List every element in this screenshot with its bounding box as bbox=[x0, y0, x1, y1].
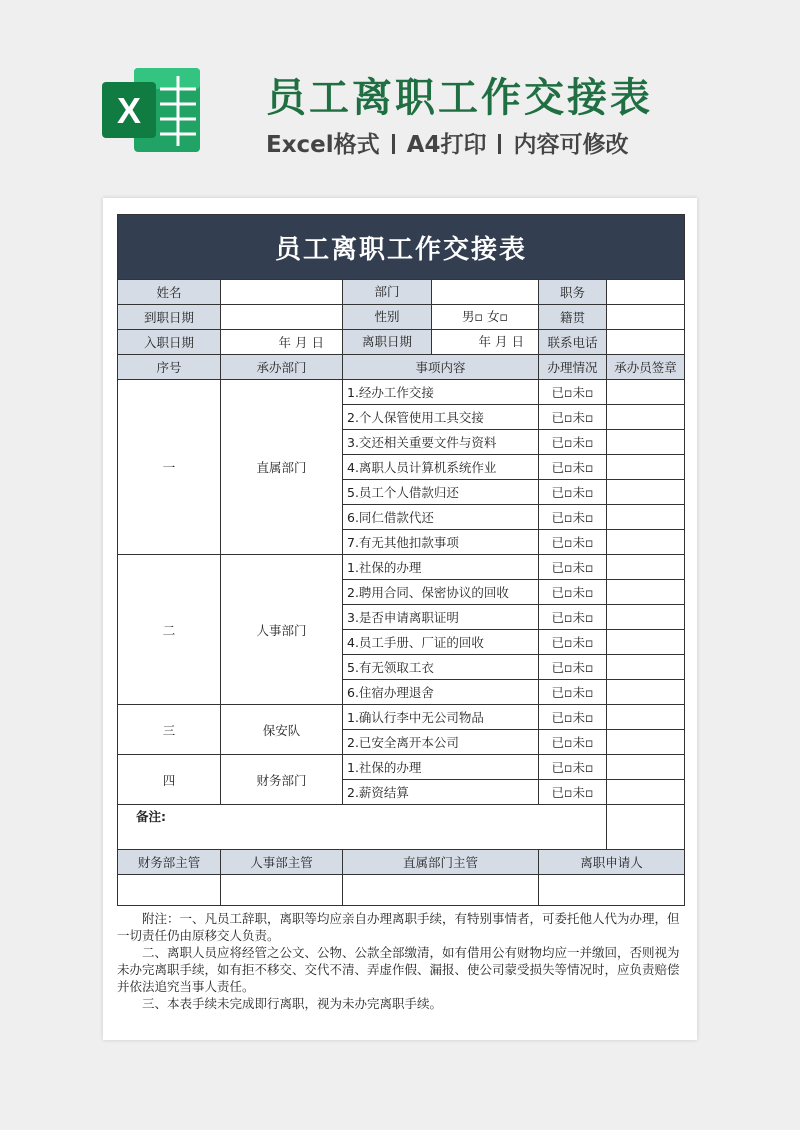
group-department: 保安队 bbox=[221, 705, 343, 755]
notes-label[interactable]: 备注: bbox=[118, 805, 607, 850]
task-item: 2.已安全离开本公司 bbox=[343, 730, 539, 755]
signature-cell[interactable] bbox=[607, 655, 685, 680]
signature-field[interactable] bbox=[118, 875, 221, 906]
column-header: 事项内容 bbox=[343, 355, 539, 380]
status-checkbox[interactable]: 已▫未▫ bbox=[539, 680, 607, 705]
footnote-3: 三、本表手续未完成即行离职，视为未办完离职手续。 bbox=[142, 996, 443, 1011]
task-item: 6.同仁借款代还 bbox=[343, 505, 539, 530]
table-row bbox=[118, 755, 685, 780]
cell-gender bbox=[343, 305, 539, 330]
label-hire-date: 到职日期 bbox=[118, 305, 221, 330]
field-position[interactable] bbox=[607, 280, 685, 305]
field-gender[interactable]: 男▫ 女▫ bbox=[462, 309, 508, 324]
signature-cell[interactable] bbox=[607, 630, 685, 655]
signature-cell[interactable] bbox=[607, 480, 685, 505]
task-item: 1.经办工作交接 bbox=[343, 380, 539, 405]
status-checkbox[interactable]: 已▫未▫ bbox=[539, 605, 607, 630]
task-item: 2.聘用合同、保密协议的回收 bbox=[343, 580, 539, 605]
signature-cell[interactable] bbox=[607, 430, 685, 455]
table-row bbox=[118, 555, 685, 580]
task-item: 2.薪资结算 bbox=[343, 780, 539, 805]
status-checkbox[interactable]: 已▫未▫ bbox=[539, 555, 607, 580]
form-title: 员工离职工作交接表 bbox=[118, 215, 685, 280]
field-dept[interactable] bbox=[432, 280, 538, 304]
task-item: 7.有无其他扣款事项 bbox=[343, 530, 539, 555]
signature-cell[interactable] bbox=[607, 680, 685, 705]
subtitle-divider bbox=[498, 134, 501, 154]
signature-label: 财务部主管 bbox=[118, 850, 221, 875]
group-number: 一 bbox=[118, 380, 221, 555]
task-item: 2.个人保管使用工具交接 bbox=[343, 405, 539, 430]
field-native-place[interactable] bbox=[607, 305, 685, 330]
signature-label: 人事部主管 bbox=[221, 850, 343, 875]
task-item: 6.住宿办理退舍 bbox=[343, 680, 539, 705]
table-row bbox=[118, 380, 685, 405]
status-checkbox[interactable]: 已▫未▫ bbox=[539, 480, 607, 505]
label-native-place: 籍贯 bbox=[539, 305, 607, 330]
task-item: 1.确认行李中无公司物品 bbox=[343, 705, 539, 730]
label-name: 姓名 bbox=[118, 280, 221, 305]
signature-cell[interactable] bbox=[607, 380, 685, 405]
status-checkbox[interactable]: 已▫未▫ bbox=[539, 430, 607, 455]
group-department: 人事部门 bbox=[221, 555, 343, 705]
status-checkbox[interactable]: 已▫未▫ bbox=[539, 405, 607, 430]
signature-cell[interactable] bbox=[607, 755, 685, 780]
page-title: 员工离职工作交接表 bbox=[266, 75, 653, 121]
field-leave-date[interactable]: 年 月 日 bbox=[478, 334, 524, 349]
signature-cell[interactable] bbox=[607, 705, 685, 730]
task-item: 5.员工个人借款归还 bbox=[343, 480, 539, 505]
label-position: 职务 bbox=[539, 280, 607, 305]
cell-leave-date bbox=[343, 330, 539, 355]
task-item: 3.是否申请离职证明 bbox=[343, 605, 539, 630]
signature-cell[interactable] bbox=[607, 405, 685, 430]
signature-field[interactable] bbox=[221, 875, 343, 906]
group-department: 直属部门 bbox=[221, 380, 343, 555]
column-header: 承办部门 bbox=[221, 355, 343, 380]
label-join-date: 入职日期 bbox=[118, 330, 221, 355]
signature-cell[interactable] bbox=[607, 780, 685, 805]
status-checkbox[interactable]: 已▫未▫ bbox=[539, 630, 607, 655]
field-hire-date[interactable] bbox=[221, 305, 343, 330]
footnote-1: 附注：一、凡员工辞职，离职等均应亲自办理离职手续，有特别事情者，可委托他人代为办理，但一切责任仍由原移交人负责。 bbox=[117, 911, 680, 943]
group-department: 财务部门 bbox=[221, 755, 343, 805]
logo-letter: X bbox=[116, 90, 142, 131]
signature-field[interactable] bbox=[539, 875, 685, 906]
handover-form-table bbox=[117, 214, 685, 906]
status-checkbox[interactable]: 已▫未▫ bbox=[539, 505, 607, 530]
signature-cell[interactable] bbox=[607, 730, 685, 755]
page-subtitle bbox=[266, 126, 628, 159]
signature-cell[interactable] bbox=[607, 605, 685, 630]
signature-cell[interactable] bbox=[607, 505, 685, 530]
subtitle-editable: 内容可修改 bbox=[513, 132, 629, 158]
excel-logo-icon bbox=[100, 62, 204, 158]
footnote-2: 二、离职人员应将经管之公文、公物、公款全部缴清，如有借用公有财物均应一并缴回，否则视为未办完离职手续，如有拒不移交、交代不清、弄虚作假、漏报、使公司蒙受损失等情况时，应负责赔偿并依法追究当事人责任。 bbox=[117, 945, 680, 994]
subtitle-print: A4打印 bbox=[406, 132, 487, 158]
signature-field[interactable] bbox=[343, 875, 539, 906]
page-header bbox=[0, 0, 800, 190]
label-phone: 联系电话 bbox=[539, 330, 607, 355]
cell-dept bbox=[343, 280, 539, 305]
field-phone[interactable] bbox=[607, 330, 685, 355]
column-header: 承办员签章 bbox=[607, 355, 685, 380]
footnotes bbox=[117, 910, 684, 1012]
signature-cell[interactable] bbox=[607, 555, 685, 580]
status-checkbox[interactable]: 已▫未▫ bbox=[539, 655, 607, 680]
subtitle-divider bbox=[392, 134, 395, 154]
label-dept: 部门 bbox=[343, 280, 432, 304]
group-number: 二 bbox=[118, 555, 221, 705]
task-item: 3.交还相关重要文件与资料 bbox=[343, 430, 539, 455]
signature-cell[interactable] bbox=[607, 455, 685, 480]
status-checkbox[interactable]: 已▫未▫ bbox=[539, 455, 607, 480]
task-item: 1.社保的办理 bbox=[343, 755, 539, 780]
label-leave-date: 离职日期 bbox=[343, 330, 432, 354]
column-header: 序号 bbox=[118, 355, 221, 380]
status-checkbox[interactable]: 已▫未▫ bbox=[539, 730, 607, 755]
table-row bbox=[118, 705, 685, 730]
group-number: 三 bbox=[118, 705, 221, 755]
status-checkbox[interactable]: 已▫未▫ bbox=[539, 755, 607, 780]
group-number: 四 bbox=[118, 755, 221, 805]
column-header: 办理情况 bbox=[539, 355, 607, 380]
status-checkbox[interactable]: 已▫未▫ bbox=[539, 780, 607, 805]
form-sheet bbox=[103, 198, 697, 1040]
task-item: 5.有无领取工衣 bbox=[343, 655, 539, 680]
signature-label: 离职申请人 bbox=[539, 850, 685, 875]
task-item: 4.员工手册、厂证的回收 bbox=[343, 630, 539, 655]
signature-label: 直属部门主管 bbox=[343, 850, 539, 875]
notes-extra[interactable] bbox=[607, 805, 685, 850]
label-gender: 性别 bbox=[343, 305, 432, 329]
status-checkbox[interactable]: 已▫未▫ bbox=[539, 530, 607, 555]
status-checkbox[interactable]: 已▫未▫ bbox=[539, 380, 607, 405]
signature-cell[interactable] bbox=[607, 580, 685, 605]
field-join-date[interactable]: 年 月 日 bbox=[221, 330, 343, 355]
task-item: 4.离职人员计算机系统作业 bbox=[343, 455, 539, 480]
task-item: 1.社保的办理 bbox=[343, 555, 539, 580]
signature-cell[interactable] bbox=[607, 530, 685, 555]
field-name[interactable] bbox=[221, 280, 343, 305]
subtitle-format: Excel格式 bbox=[266, 132, 380, 158]
status-checkbox[interactable]: 已▫未▫ bbox=[539, 705, 607, 730]
status-checkbox[interactable]: 已▫未▫ bbox=[539, 580, 607, 605]
